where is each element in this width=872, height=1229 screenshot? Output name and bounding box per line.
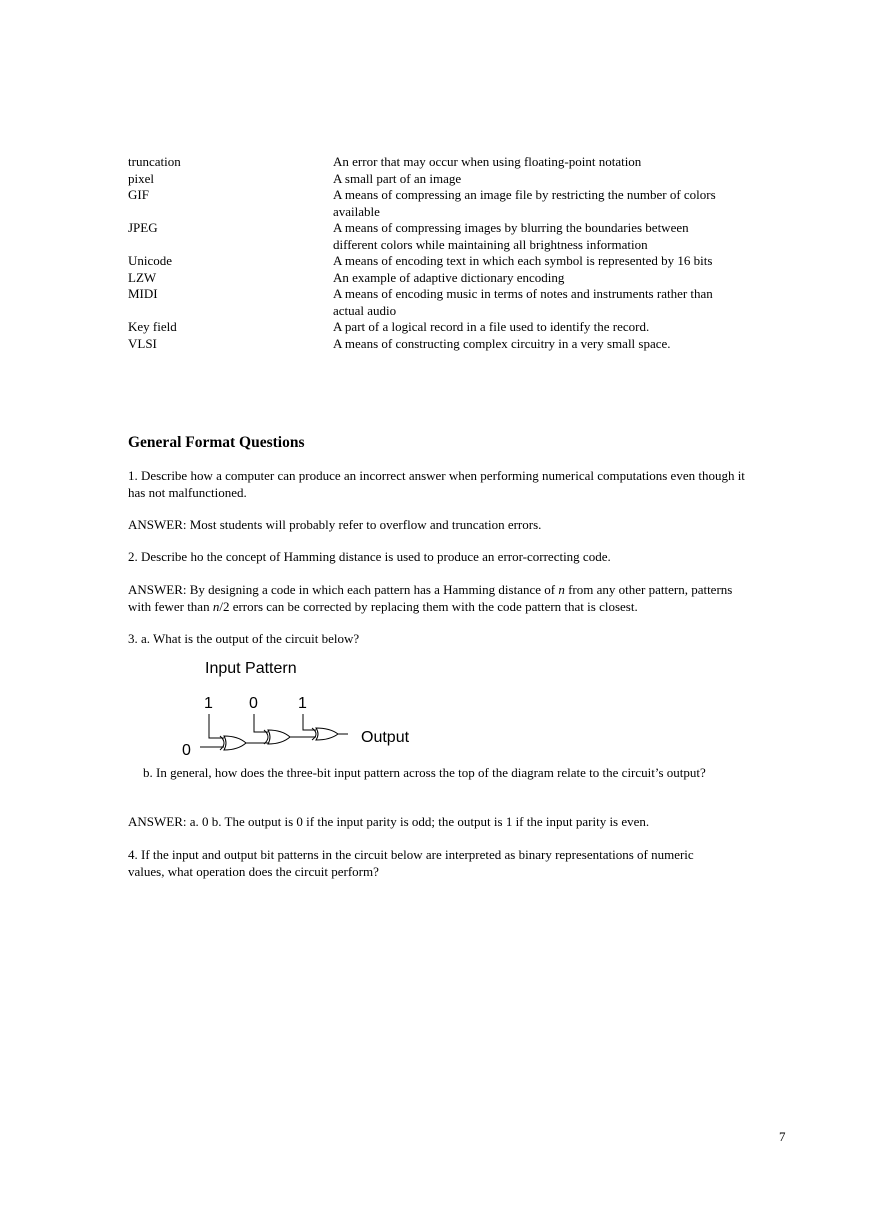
term-name: pixel [128,170,154,186]
term-definition: A small part of an image [333,170,462,186]
term-definition: A means of constructing complex circuitry in a very small space. [333,335,671,351]
xor-gate-2-icon [268,730,290,744]
input-bit-3: 1 [298,695,307,712]
answer-2-variable-n: n [212,598,220,614]
term-name: MIDI [128,286,158,301]
terms-table [128,154,748,352]
input-bit-1: 1 [204,695,213,712]
xor-gate-1-icon [224,736,246,750]
wire-bit-1 [209,714,224,738]
question-1: 1. Describe how a computer can produce an incorrect answer when performing numerical computations even though it has not malfunctioned. [128,468,745,500]
term-row [128,270,748,287]
question-4: 4. If the input and output bit patterns in the circuit below are interpreted as binary representations of numeric values, what operation does the circuit perform? [128,847,694,879]
term-row [128,220,748,253]
term-row [128,253,748,270]
circuit-wires [200,714,348,750]
answer-1: ANSWER: Most students will probably refer to overflow and truncation errors. [128,517,542,532]
term-name: Unicode [128,253,173,268]
wire-bit-2 [254,714,268,732]
term-definition: An example of adaptive dictionary encoding [333,269,565,285]
question-3a: 3. a. What is the output of the circuit below? [128,631,360,646]
term-row [128,336,748,353]
term-definition: A means of encoding music in terms of notes and instruments rather than actual audio [333,286,713,318]
answer-2-part-3: /2 errors can be corrected by replacing them with the code pattern that is closest. [219,598,638,614]
question-2: 2. Describe ho the concept of Hamming distance is used to produce an error-correcting code. [128,549,611,564]
circuit-title: Input Pattern [205,660,297,677]
answer-2 [128,582,758,615]
term-definition: A part of a logical record in a file used to identify the record. [333,319,650,334]
term-row [128,319,748,336]
term-row [128,286,748,319]
term-name: truncation [128,154,181,169]
term-row [128,154,748,171]
xor-circuit-diagram [176,652,436,762]
term-definition: A means of compressing an image file by restricting the number of colors available [333,187,716,219]
answer-3: ANSWER: a. 0 b. The output is 0 if the input parity is odd; the output is 1 if the input parity is even. [128,814,650,829]
output-label: Output [361,729,410,746]
answer-2-part-1: ANSWER: By designing a code in which each pattern has a Hamming distance of [128,582,559,597]
term-row [128,187,748,220]
term-definition: A means of encoding text in which each symbol is represented by 16 bits [333,253,713,268]
term-name: VLSI [128,335,157,351]
answer-2-part-2: from any other pattern, patterns with fewer than [128,582,733,614]
xor-gate-3-icon [316,728,338,740]
left-input-bit: 0 [182,742,191,759]
term-name: Key field [128,319,177,334]
term-name: GIF [128,187,149,202]
term-row [128,171,748,188]
answer-2-variable-n: n [558,582,565,597]
term-definition: A means of compressing images by blurring the boundaries between different colors while maintaining all brightness information [333,220,689,252]
term-name: JPEG [128,220,158,235]
question-3b: b. In general, how does the three-bit input pattern across the top of the diagram relate to the circuit’s output? [143,765,706,780]
section-title: General Format Questions [128,434,305,451]
term-definition: An error that may occur when using floating-point notation [333,154,642,169]
input-bit-2: 0 [249,695,258,712]
wire-bit-3 [303,714,316,730]
term-name: LZW [128,269,157,285]
page-number: 7 [779,1129,786,1144]
